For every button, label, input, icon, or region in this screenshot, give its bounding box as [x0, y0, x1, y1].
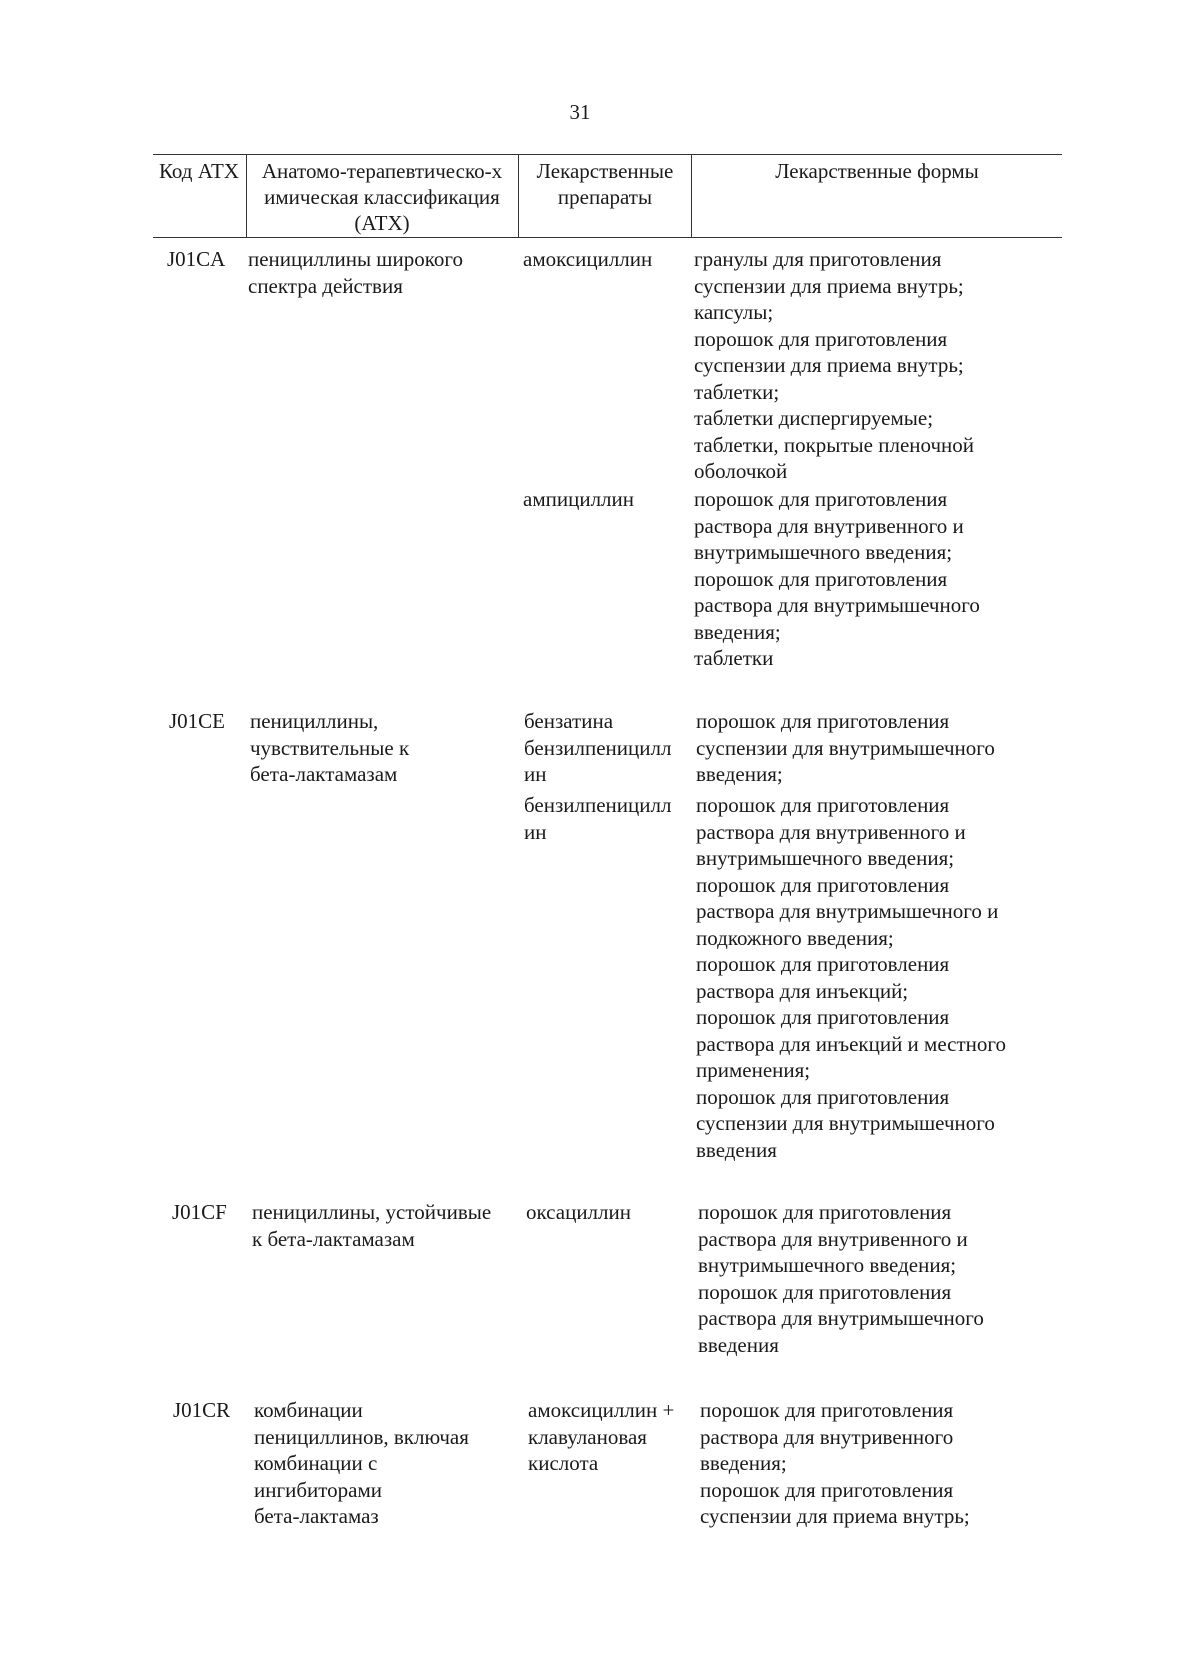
table-header-bottom-rule	[153, 237, 1062, 238]
atx-classification: пенициллины широкого спектра действия	[248, 247, 463, 298]
dosage-forms: гранулы для приготовления суспензии для приема внутрь; капсулы; порошок для приготовления суспензии для приема внутрь; таблетки; таблетки диспергируемые; таблетки, покрытые пленочной оболочкой	[694, 247, 975, 483]
drug-name: бензатина бензилпеницилл ин	[524, 709, 672, 786]
dosage-forms: порошок для приготовления раствора для внутривенного и внутримышечного введения; порошок для приготовления раствора для внутримышечного и подкожного введения; порошок для приготовления раствора для инъекций; порошок для приготовления раствора для инъекций и местного применения; порошок для приготовления суспензии для внутримышечного введения	[696, 793, 1007, 1162]
header-dosage-forms: Лекарственные формы	[775, 159, 979, 183]
atx-code: J01CE	[169, 709, 226, 733]
atx-classification: пенициллины, устойчивые к бета-лактамазам	[252, 1200, 492, 1251]
atx-classification: пенициллины, чувствительные к бета-лактамазам	[250, 709, 410, 786]
drug-name: амоксициллин + клавулановая кислота	[528, 1398, 675, 1475]
header-atx-classification: Анатомо-терапевтическо-х имическая классификация (АТХ)	[261, 159, 503, 235]
page-number: 31	[569, 100, 591, 124]
drug-name: ампициллин	[523, 487, 634, 511]
table-top-rule	[153, 154, 1062, 155]
atx-code: J01CR	[173, 1398, 231, 1422]
dosage-forms: порошок для приготовления суспензии для внутримышечного введения;	[696, 709, 995, 786]
header-drugs: Лекарственные препараты	[536, 159, 674, 209]
atx-code: J01CF	[172, 1200, 227, 1224]
atx-classification: комбинации пенициллинов, включая комбинации с ингибиторами бета-лактамаз	[254, 1398, 469, 1528]
atx-code: J01CA	[167, 247, 226, 271]
drug-name: оксациллин	[526, 1200, 631, 1224]
dosage-forms: порошок для приготовления раствора для внутривенного и внутримышечного введения; порошок для приготовления раствора для внутримышечного введения; таблетки	[694, 487, 980, 670]
dosage-forms: порошок для приготовления раствора для внутривенного введения; порошок для приготовления суспензии для приема внутрь;	[700, 1398, 970, 1528]
drug-name: бензилпеницилл ин	[524, 793, 672, 844]
drug-name: амоксициллин	[523, 247, 653, 271]
dosage-forms: порошок для приготовления раствора для внутривенного и внутримышечного введения; порошок для приготовления раствора для внутримышечного введения	[698, 1200, 984, 1357]
header-code-atx: Код АТХ	[158, 159, 240, 183]
